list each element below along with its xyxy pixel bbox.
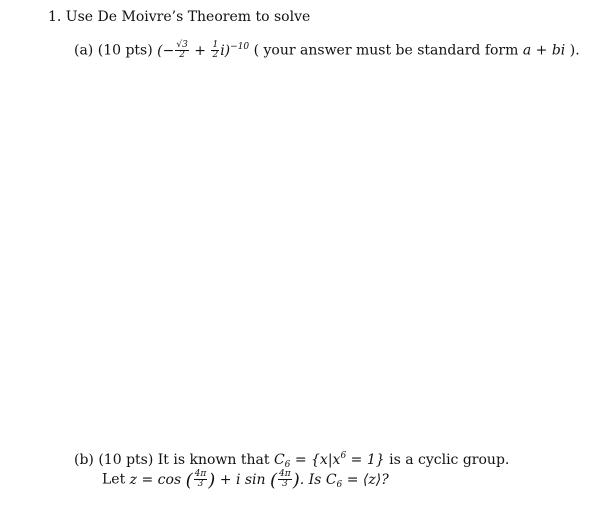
part-a-expression: (− $\frac{√3}{2}$ + $\frac{1}{2}$ i)$^{-10}$ (157, 40, 250, 60)
problem-title: 1. Use De Moivre’s Theorem to solve (48, 9, 311, 25)
part-a-instruction: ( your answer must be standard form (253, 42, 519, 59)
four-pi-over-3-fraction: $\frac{4\pi}{3}$ (194, 469, 207, 489)
part-a: (a) (10 pts) (− $\frac{√3}{2}$ + $\frac{1}{2}$ i)$^{-10}$ ( your answer must be standard form a + bi ). (74, 40, 580, 60)
part-b-points: (10 pts) (98, 452, 154, 468)
part-b-line-1: (b) (10 pts) It is known that $C_6 = \{x|x^6 = 1\}$ is a cyclic group. (74, 451, 510, 470)
part-b-line-2: Let z = cos ( $\frac{4\pi}{3}$ ) + i sin ( $\frac{4\pi}{3}$ ). Is $C_6$ = ⟨z⟩? (102, 469, 389, 491)
z-definition: z = cos ( $\frac{4\pi}{3}$ ) + i sin ( $\frac{4\pi}{3}$ ). Is $C_6$ = ⟨z⟩? (129, 469, 389, 491)
part-a-points: (10 pts) (97, 42, 153, 59)
part-b-label: (b) (74, 452, 94, 468)
one-half-fraction: $\frac{1}{2}$ (212, 40, 219, 60)
set-definition: $C_6 = \{x|x^6 = 1\}$ (273, 451, 385, 470)
exponent: −10 (230, 41, 250, 52)
sqrt3-over-2-fraction: $\frac{√3}{2}$ (176, 40, 188, 60)
standard-form: a + bi (522, 42, 566, 59)
four-pi-over-3-fraction-2: $\frac{4\pi}{3}$ (279, 469, 291, 489)
part-a-label: (a) (74, 42, 94, 59)
